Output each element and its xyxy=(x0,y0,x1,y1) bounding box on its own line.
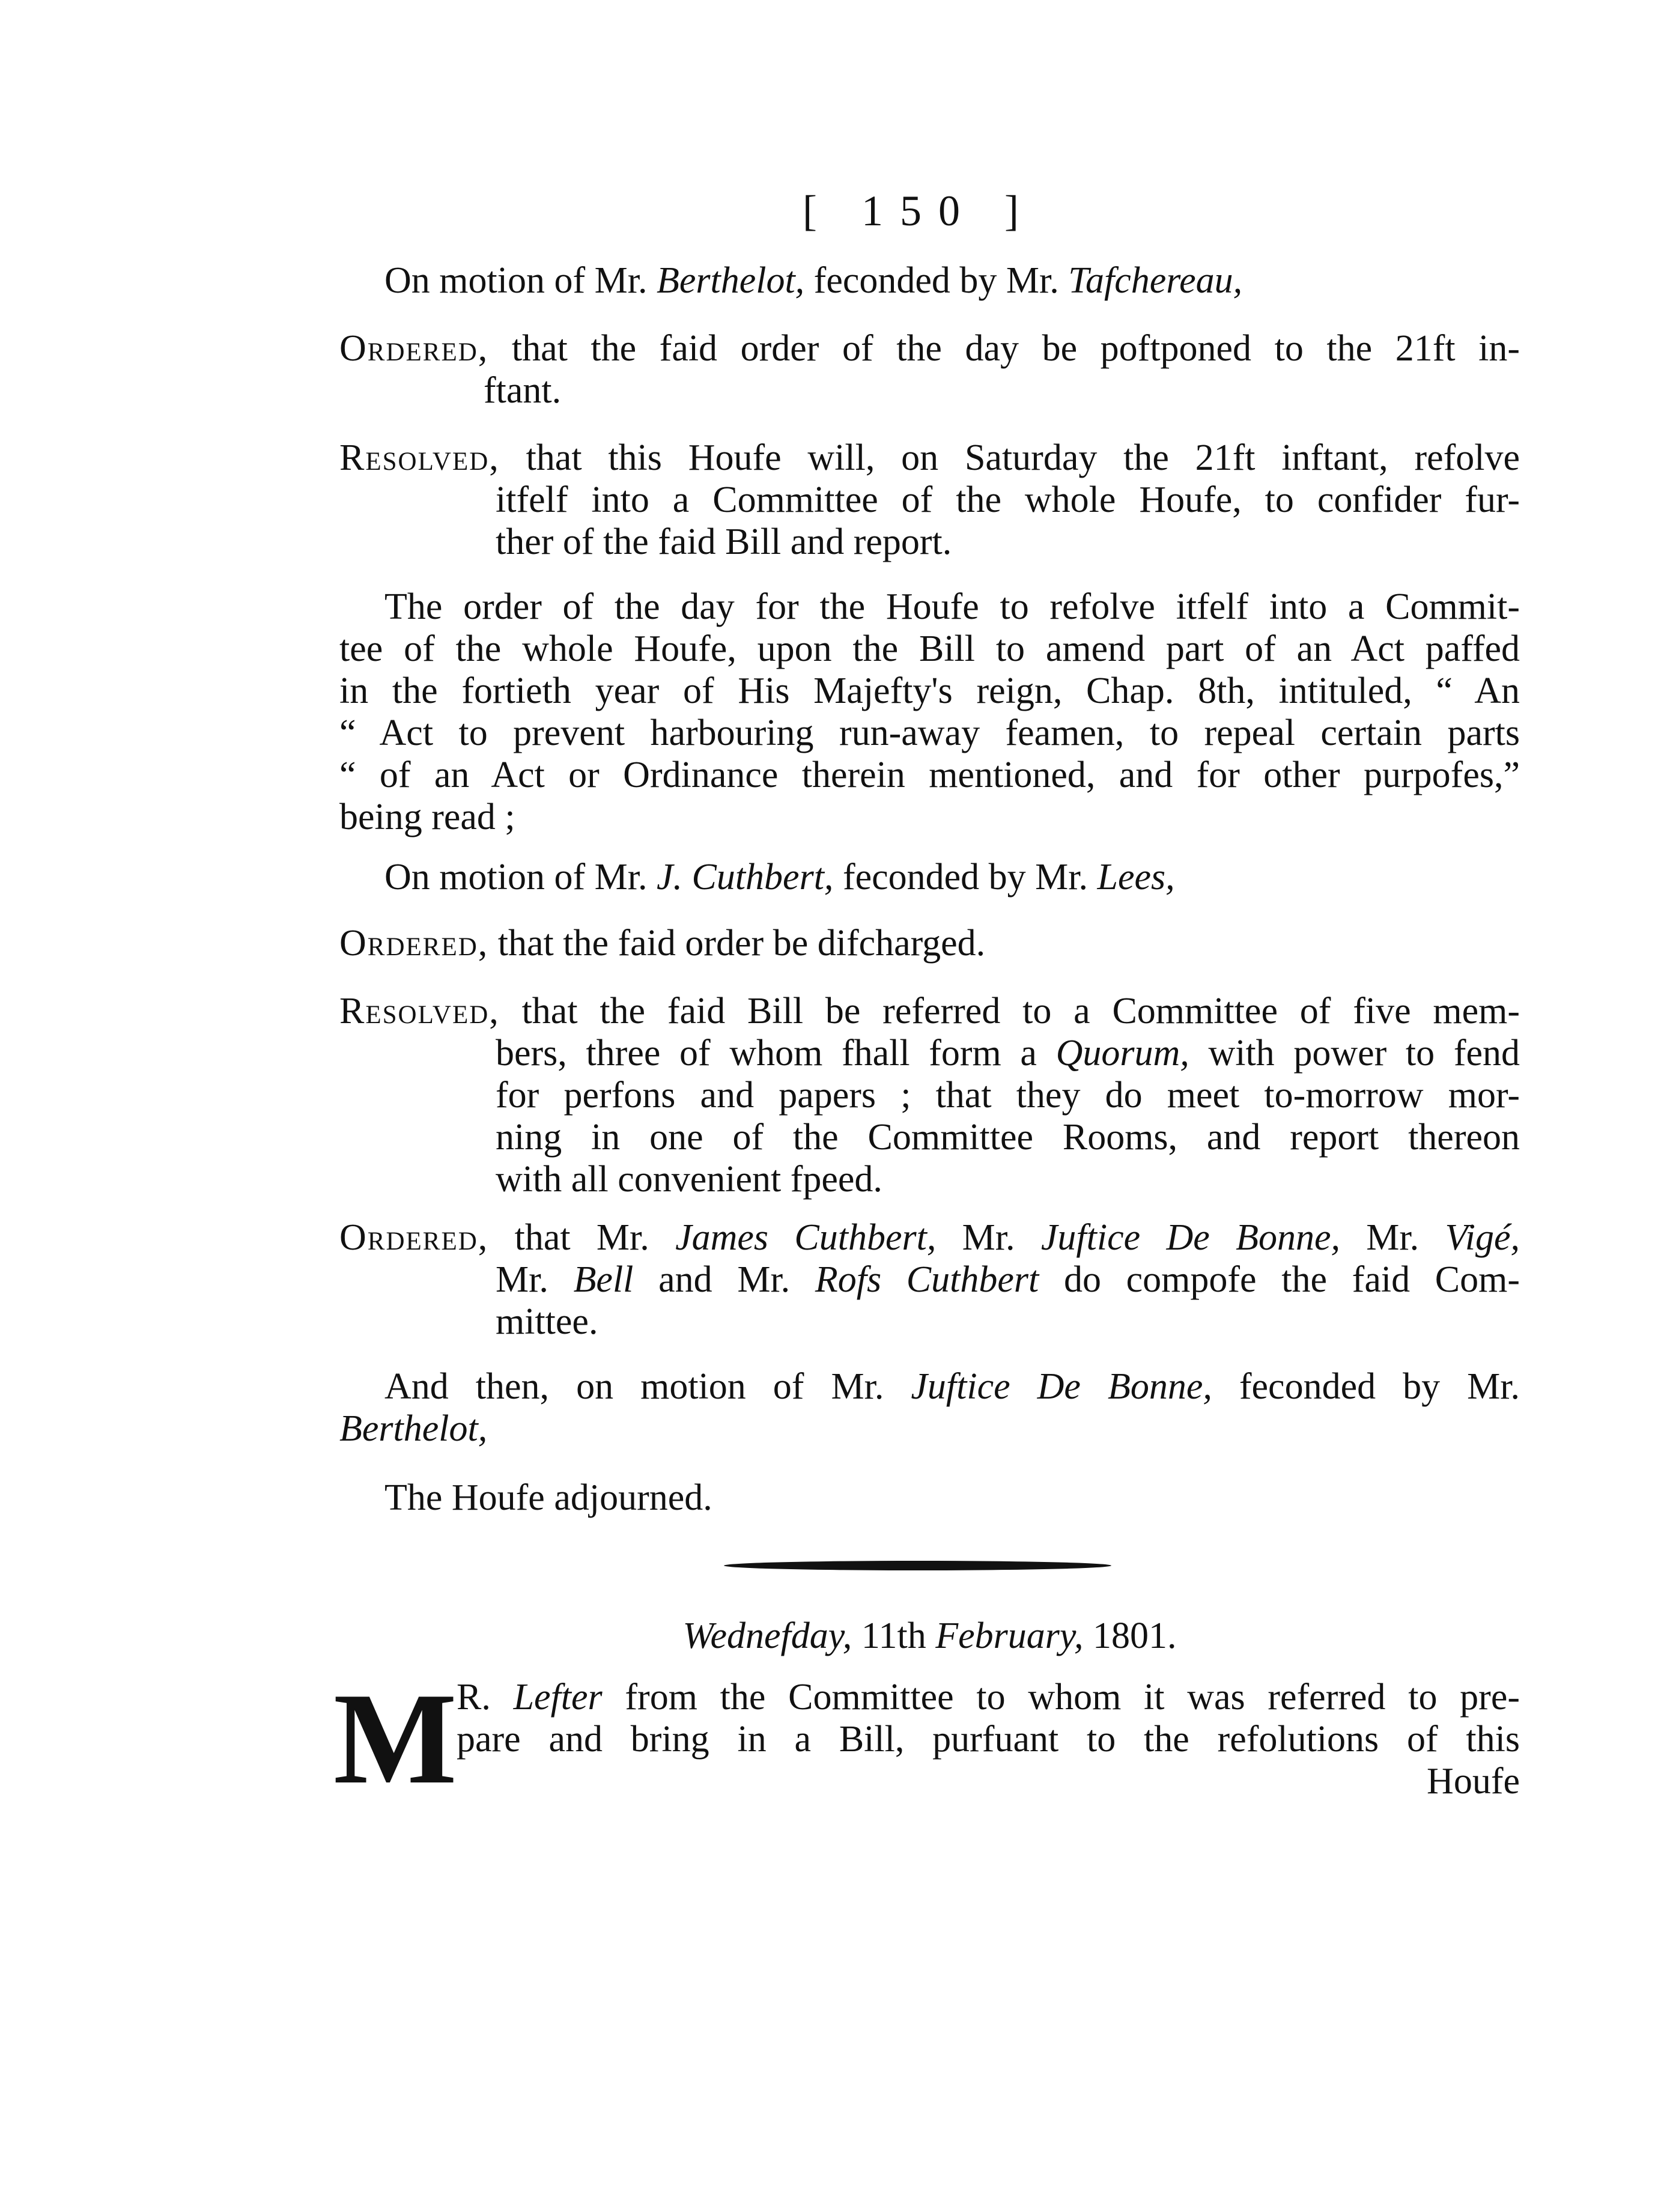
ordered-paragraph-2 xyxy=(339,922,1520,964)
name: Lefter xyxy=(513,1677,603,1718)
paragraph-line xyxy=(339,628,1520,670)
name: Berthelot, xyxy=(656,260,805,301)
text: Mr. xyxy=(1340,1217,1445,1258)
name: Bell xyxy=(573,1259,634,1300)
text: bers, three of whom fhall form a xyxy=(496,1033,1056,1074)
text: that the faid Bill be referred to a Committee of five mem- xyxy=(499,991,1520,1032)
text: The Houfe adjourned. xyxy=(384,1477,712,1518)
text: itfelf into a Committee of the whole Houfe, to confider fur- xyxy=(496,479,1520,520)
paragraph-line xyxy=(339,586,1520,628)
text: from the Committee to whom it was referred to pre- xyxy=(602,1677,1520,1718)
text: in the fortieth year of His Majefty's reign, Chap. 8th, intituled, “ An xyxy=(339,670,1520,711)
text: do compofe the faid Com- xyxy=(1039,1259,1520,1300)
text: that the faid order be difcharged. xyxy=(488,923,986,964)
motion-line xyxy=(339,260,1520,302)
latin-term: Quorum, xyxy=(1055,1033,1189,1074)
order-of-day-paragraph xyxy=(339,586,1520,838)
text: 1801. xyxy=(1083,1615,1177,1656)
dateline xyxy=(339,1615,1520,1657)
text: 11th xyxy=(852,1615,936,1656)
text: that the faid order of the day be poftponed to the 21ft in- xyxy=(488,328,1520,369)
text: for perfons and papers ; that they do meet to-morrow mor- xyxy=(496,1075,1520,1116)
paragraph-line xyxy=(339,670,1520,712)
paragraph-line xyxy=(496,521,1520,563)
text: ning in one of the Committee Rooms, and report thereon xyxy=(496,1117,1520,1158)
adjourned-paragraph xyxy=(339,1477,1520,1519)
text: “ Act to prevent harbouring run-away feamen, to repeal certain parts xyxy=(339,713,1520,753)
text: And then, on motion of Mr. xyxy=(384,1366,911,1407)
text: feconded by Mr. xyxy=(833,857,1098,898)
name: Juftice De Bonne, xyxy=(911,1366,1212,1407)
text: that Mr. xyxy=(488,1217,676,1258)
paragraph-line xyxy=(496,1116,1520,1158)
paragraph-line xyxy=(496,1259,1520,1301)
name: Rofs Cuthbert xyxy=(815,1259,1039,1300)
text: On motion of Mr. xyxy=(384,857,657,898)
paragraph-line xyxy=(339,922,1520,964)
text: Houfe xyxy=(1427,1761,1520,1802)
text: with all convenient fpeed. xyxy=(496,1159,882,1200)
text: ther of the faid Bill and report. xyxy=(496,521,952,562)
text: feconded by Mr. xyxy=(1212,1366,1520,1407)
name: Lees, xyxy=(1097,857,1175,898)
paragraph-line xyxy=(339,1477,1520,1519)
adjournment-motion-paragraph xyxy=(339,1366,1520,1450)
text: mittee. xyxy=(496,1301,598,1342)
paragraph-line xyxy=(339,1366,1520,1408)
name: Juftice De Bonne, xyxy=(1040,1217,1340,1258)
name: Vigé, xyxy=(1445,1217,1520,1258)
motion-paragraph-2 xyxy=(339,856,1520,898)
text: Mr. xyxy=(936,1217,1041,1258)
text: “ of an Act or Ordinance therein mentioned, and for other purpofes,” xyxy=(339,755,1520,795)
paragraph-line xyxy=(339,369,1520,412)
text: R. xyxy=(457,1677,514,1718)
text: Mr. xyxy=(496,1259,574,1300)
paragraph-line xyxy=(339,754,1520,796)
paragraph-line xyxy=(339,796,1520,838)
paragraph-line xyxy=(496,1074,1520,1116)
dropcap-paragraph xyxy=(457,1676,1520,1802)
paragraph-line xyxy=(496,1032,1520,1074)
resolved-paragraph-1 xyxy=(339,437,1520,563)
month: February, xyxy=(935,1615,1084,1656)
text: tee of the whole Houfe, upon the Bill to amend part of an Act paffed xyxy=(339,628,1520,669)
text: being read ; xyxy=(339,797,515,837)
text: with power to fend xyxy=(1189,1033,1520,1074)
name: Tafchereau, xyxy=(1068,260,1243,301)
keyword: Ordered, xyxy=(339,923,489,964)
drop-cap: M xyxy=(333,1667,457,1811)
keyword: Ordered, xyxy=(339,328,489,369)
paragraph-line xyxy=(496,1301,1520,1343)
keyword: Resolved, xyxy=(339,991,500,1032)
page-number: [ 150 ] xyxy=(803,187,1036,235)
paragraph-line xyxy=(339,1408,1520,1450)
motion-line xyxy=(339,856,1520,898)
paragraph-line xyxy=(457,1718,1520,1760)
motion-paragraph-1 xyxy=(339,260,1520,302)
keyword: Ordered, xyxy=(339,1217,489,1258)
section-divider-rule xyxy=(724,1561,1111,1570)
paragraph-line xyxy=(339,437,1520,479)
text: ftant. xyxy=(484,370,562,411)
name: Berthelot, xyxy=(339,1408,488,1449)
paragraph-line xyxy=(496,1158,1520,1200)
weekday: Wednefday, xyxy=(682,1615,852,1656)
paragraph-line xyxy=(339,1217,1520,1259)
text: that this Houfe will, on Saturday the 21ft inftant, refolve xyxy=(499,437,1520,478)
paragraph-line xyxy=(496,479,1520,521)
name: J. Cuthbert, xyxy=(656,857,834,898)
text: The order of the day for the Houfe to refolve itfelf into a Commit- xyxy=(384,586,1520,627)
text: feconded by Mr. xyxy=(804,260,1069,301)
paragraph-line xyxy=(339,990,1520,1032)
keyword: Resolved, xyxy=(339,437,500,478)
resolved-paragraph-2 xyxy=(339,990,1520,1200)
ordered-paragraph-1 xyxy=(339,327,1520,412)
paragraph-line xyxy=(339,712,1520,754)
ordered-paragraph-3 xyxy=(339,1217,1520,1343)
catchword xyxy=(457,1760,1520,1802)
paragraph-line xyxy=(339,327,1520,369)
text: pare and bring in a Bill, purfuant to the refolutions of this xyxy=(457,1719,1520,1760)
text: and Mr. xyxy=(633,1259,815,1300)
text: On motion of Mr. xyxy=(384,260,657,301)
dateline-line xyxy=(339,1615,1520,1657)
name: James Cuthbert, xyxy=(675,1217,937,1258)
paragraph-line xyxy=(457,1676,1520,1718)
